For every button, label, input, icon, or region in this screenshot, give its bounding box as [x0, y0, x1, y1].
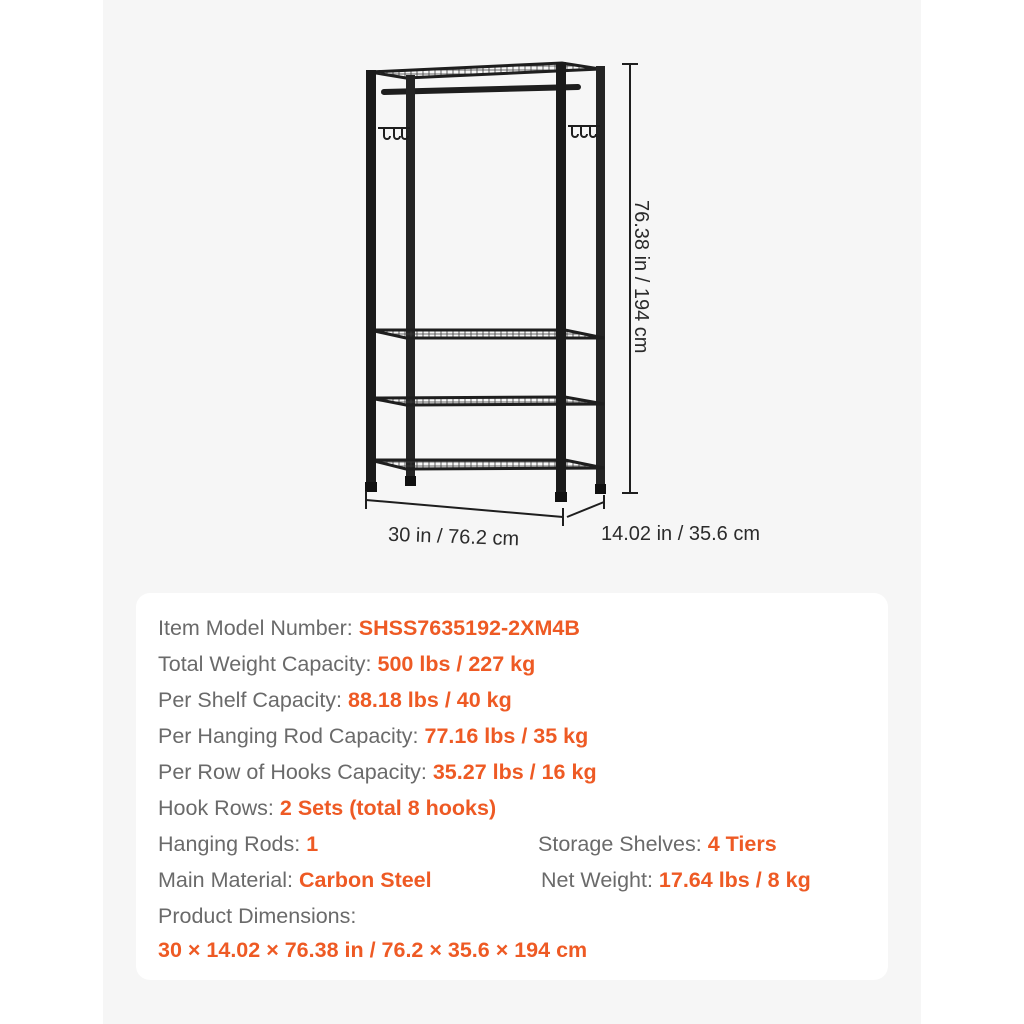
rear-right-post	[596, 66, 605, 493]
spec-hanging-rods	[158, 831, 318, 857]
spec-net-weight-value: 17.64 lbs / 8 kg	[658, 868, 811, 892]
front-right-post	[556, 62, 566, 502]
spec-hook-rows-label: Hook Rows:	[158, 796, 274, 820]
spec-material	[158, 867, 432, 893]
spec-hook-capacity-label: Per Row of Hooks Capacity:	[158, 760, 427, 784]
depth-dimension-label: 14.02 in / 35.6 cm	[601, 523, 760, 545]
spec-storage-shelves-value: 4 Tiers	[707, 832, 777, 856]
spec-rod-capacity-value: 77.16 lbs / 35 kg	[424, 724, 589, 748]
spec-storage-shelves-label: Storage Shelves:	[538, 832, 702, 856]
width-dimension-label: 30 in / 76.2 cm	[387, 523, 520, 551]
spec-material-value: Carbon Steel	[299, 868, 432, 892]
lower-shelves	[370, 330, 604, 469]
spec-model-value: SHSS7635192-2XM4B	[358, 616, 580, 640]
front-left-post	[366, 70, 376, 490]
spec-product-dimensions-label: Product Dimensions:	[158, 904, 357, 928]
hooks-left	[378, 128, 410, 139]
spec-hanging-rods-label: Hanging Rods:	[158, 832, 301, 856]
spec-hook-capacity-value: 35.27 lbs / 16 kg	[432, 760, 597, 784]
spec-total-capacity-value: 500 lbs / 227 kg	[377, 652, 536, 676]
spec-rod-capacity-label: Per Hanging Rod Capacity:	[158, 724, 419, 748]
spec-model	[158, 615, 580, 641]
spec-model-label: Item Model Number:	[158, 616, 353, 640]
height-dimension-label: 76.38 in / 194 cm	[630, 200, 652, 354]
spec-shelf-capacity-value: 88.18 lbs / 40 kg	[348, 688, 512, 712]
hooks-right	[568, 126, 600, 137]
spec-hook-capacity	[158, 759, 597, 785]
spec-shelf-capacity	[158, 687, 512, 713]
spec-hook-rows	[158, 795, 496, 821]
spec-total-capacity	[158, 651, 535, 677]
spec-product-dimensions-value: 30 × 14.02 × 76.38 in / 76.2 × 35.6 × 194 cm	[158, 938, 588, 962]
spec-hook-rows-value: 2 Sets (total 8 hooks)	[279, 796, 497, 820]
spec-rod-capacity	[158, 723, 588, 749]
spec-shelf-capacity-label: Per Shelf Capacity:	[158, 688, 343, 712]
spec-total-capacity-label: Total Weight Capacity:	[158, 652, 372, 676]
spec-material-label: Main Material:	[158, 868, 294, 892]
spec-product-dimensions	[158, 903, 356, 929]
spec-hanging-rods-value: 1	[306, 832, 319, 856]
spec-product-dimensions-row-value	[158, 937, 587, 963]
spec-net-weight-label: Net Weight:	[541, 868, 653, 892]
spec-net-weight	[541, 867, 811, 893]
spec-storage-shelves	[538, 831, 777, 857]
